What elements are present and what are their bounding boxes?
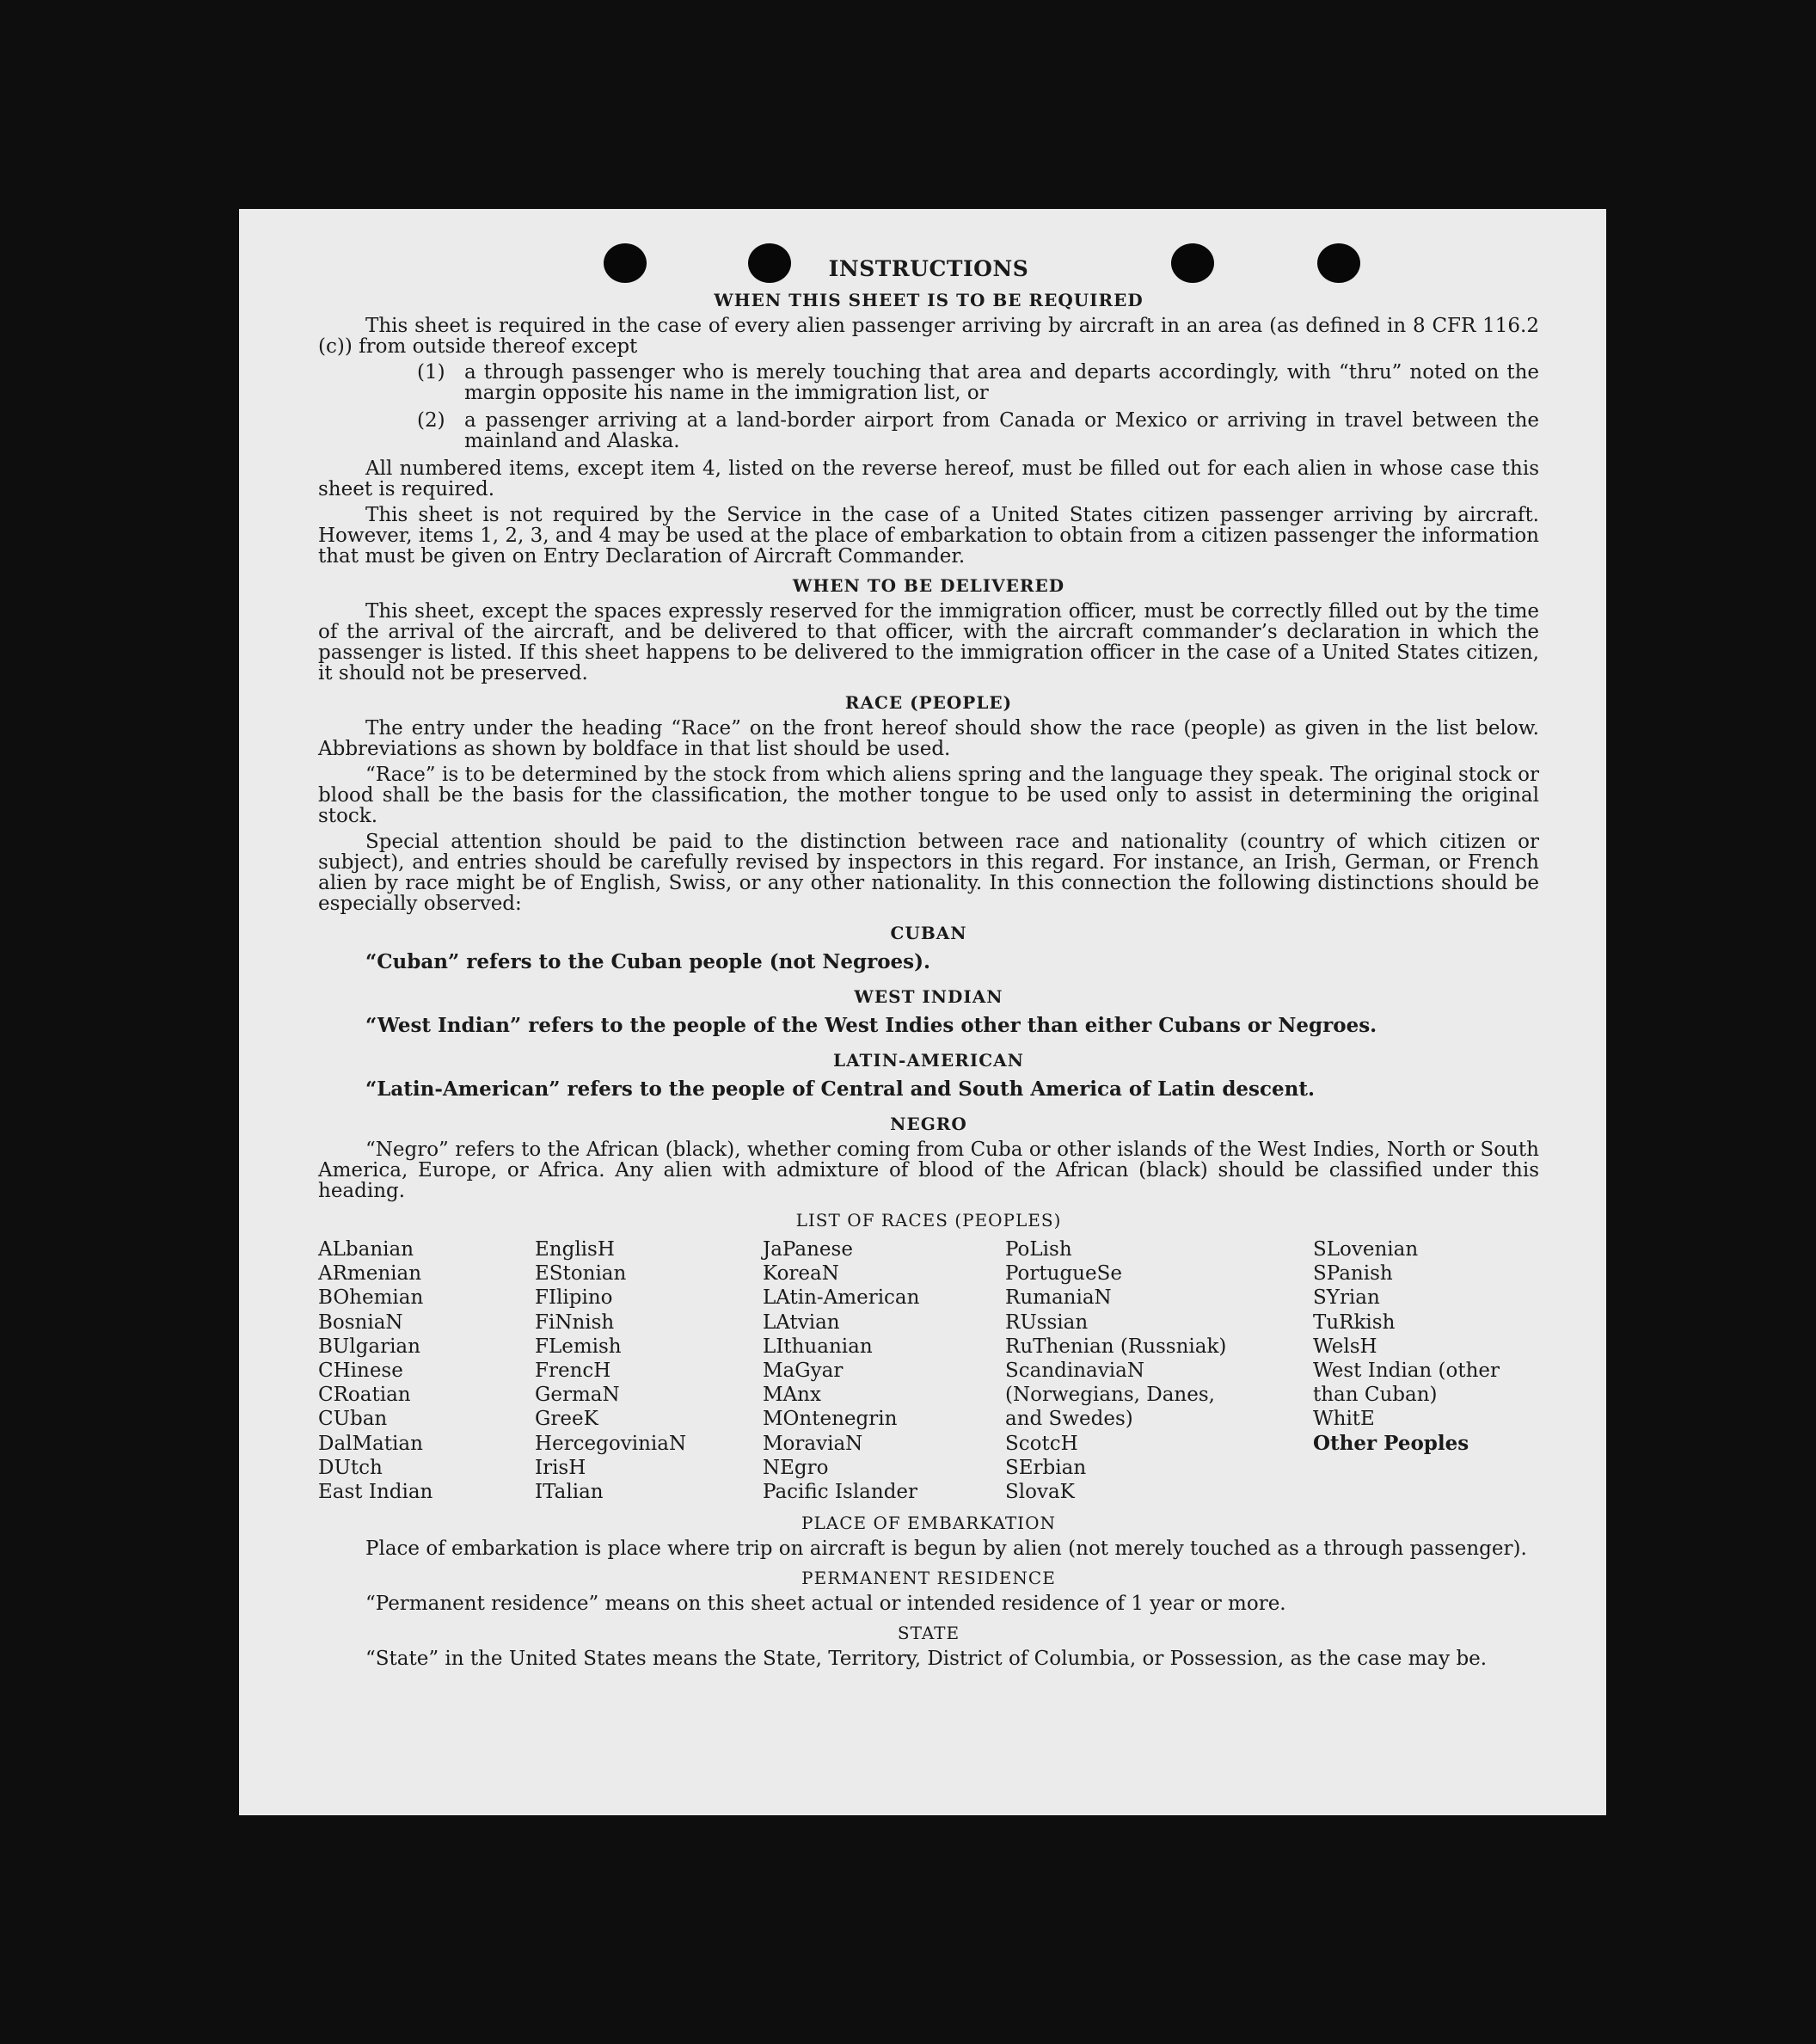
race-column-4: [1005, 1237, 1313, 1504]
race-item: HercegoviniaN: [535, 1432, 687, 1455]
race-column-5: [1313, 1237, 1541, 1504]
punch-hole: [748, 243, 791, 283]
race-item: West Indian (other than Cuban): [1313, 1360, 1500, 1407]
race-item: DUtch: [318, 1456, 383, 1479]
race-para-3: Special attention should be paid to the distinction between race and nationality (country of which citizen or subject), and entries should be carefully revised by inspectors in this regard. For instance, an Irish, German, or French alien by race might be of English, Swiss, or any other nationality. In this connection the following distinctions should be especially observed:: [318, 831, 1539, 915]
delivered-text: This sheet, except the spaces expressly reserved for the immigration officer, must be correctly filled out by the time of the arrival of the aircraft, and be delivered to that officer, with the aircraft commander’s declaration in which the passenger is listed. If this sheet happens to be delivered to the immigration officer in the case of a United States citizen, it should not be preserved.: [318, 600, 1539, 684]
heading-embarkation: PLACE OF EMBARKATION: [801, 1513, 1056, 1534]
race-item: SPanish: [1313, 1262, 1393, 1286]
negro-definition: “Negro” refers to the African (black), whether coming from Cuba or other islands of the West Indies, North or South America, Europe, or Africa. Any alien with admixture of blood of the African (black) should be classified under this heading.: [318, 1139, 1539, 1202]
race-item: BOhemian: [318, 1286, 424, 1310]
race-item: PortugueSe: [1005, 1262, 1122, 1286]
race-item: RuThenian (Russniak): [1005, 1335, 1227, 1358]
race-item: LIthuanian: [763, 1335, 873, 1358]
race-item: ScotcH: [1005, 1432, 1078, 1455]
race-item: JaPanese: [763, 1238, 853, 1261]
required-para-3: This sheet is not required by the Service in the case of a United States citizen passenger arriving by aircraft. However, items 1, 2, 3, and 4 may be used at the place of embarkation to obtain from a citizen passenger the information that must be given on Entry Declaration of Aircraft Commander.: [318, 504, 1539, 568]
heading-race: RACE (PEOPLE): [844, 692, 1013, 713]
race-item: GreeK: [535, 1408, 598, 1431]
instruction-sheet: [239, 209, 1606, 1815]
exception-number: (1): [417, 361, 445, 384]
race-item: East Indian: [318, 1481, 433, 1504]
race-item: PoLish: [1005, 1238, 1072, 1261]
cuban-definition: “Cuban” refers to the Cuban people (not Negroes).: [365, 950, 931, 973]
race-item: GermaN: [535, 1384, 620, 1407]
race-item: EnglisH: [535, 1238, 615, 1261]
race-item: RumaniaN: [1005, 1286, 1112, 1310]
exception-number: (2): [417, 409, 445, 432]
race-item: CUban: [318, 1408, 388, 1431]
punch-hole: [1317, 243, 1360, 283]
race-item: SYrian: [1313, 1286, 1380, 1310]
heading-negro: NEGRO: [890, 1114, 967, 1134]
race-item: NEgro: [763, 1456, 829, 1479]
heading-list-of-races: LIST OF RACES (PEOPLES): [795, 1210, 1062, 1231]
race-para-1: The entry under the heading “Race” on the front hereof should show the race (people) as given in the list below. Abbreviations as shown by boldface in that list should be used.: [318, 717, 1539, 760]
race-list: [318, 1237, 1539, 1504]
race-column-2: [535, 1237, 763, 1504]
race-item: LAtvian: [763, 1310, 840, 1334]
heading-residence: PERMANENT RESIDENCE: [801, 1568, 1056, 1589]
race-item: SlovaK: [1005, 1481, 1075, 1504]
heading-latin-american: LATIN-AMERICAN: [833, 1050, 1024, 1071]
race-item: ITalian: [535, 1481, 604, 1504]
race-column-3: [763, 1237, 1005, 1504]
race-item: MOntenegrin: [763, 1408, 898, 1431]
race-item: DalMatian: [318, 1432, 423, 1455]
exception-text: a through passenger who is merely touching that area and departs accordingly, with “thru” noted on the margin opposite his name in the immigration list, or: [464, 361, 1539, 404]
race-column-1: [318, 1237, 535, 1504]
race-item: FrencH: [535, 1360, 611, 1383]
required-para-2: All numbered items, except item 4, listed on the reverse hereof, must be filled out for each alien in whose case this sheet is required.: [318, 457, 1539, 500]
latin-american-definition: “Latin-American” refers to the people of Central and South America of Latin descent.: [365, 1077, 1315, 1101]
race-item: FIlipino: [535, 1286, 613, 1310]
race-item: BUlgarian: [318, 1335, 420, 1358]
race-item: FiNnish: [535, 1310, 615, 1334]
heading-state: STATE: [897, 1623, 960, 1644]
punch-hole: [604, 243, 647, 283]
heading-cuban: CUBAN: [890, 923, 967, 943]
heading-west-indian: WEST INDIAN: [854, 986, 1003, 1007]
race-item: MaGyar: [763, 1360, 844, 1383]
exception-item: [318, 362, 1539, 403]
race-item: IrisH: [535, 1456, 586, 1479]
punch-hole: [1171, 243, 1214, 283]
state-text: “State” in the United States means the State, Territory, District of Columbia, or Possession, as the case may be.: [365, 1648, 1488, 1671]
race-item: MoraviaN: [763, 1432, 863, 1455]
race-item: TuRkish: [1313, 1310, 1396, 1334]
race-item: CHinese: [318, 1360, 403, 1383]
race-item: BosniaN: [318, 1310, 403, 1334]
race-item: MAnx: [763, 1384, 821, 1407]
page-title: INSTRUCTIONS: [828, 256, 1029, 281]
race-item: WelsH: [1313, 1335, 1377, 1358]
race-item: RUssian: [1005, 1310, 1089, 1334]
exception-item: [318, 410, 1539, 451]
race-item: SLovenian: [1313, 1238, 1419, 1261]
race-item: KoreaN: [763, 1262, 839, 1286]
heading-required: WHEN THIS SHEET IS TO BE REQUIRED: [714, 290, 1144, 310]
race-item: ARmenian: [318, 1262, 422, 1286]
race-item: Pacific Islander: [763, 1481, 918, 1504]
race-item: FLemish: [535, 1335, 622, 1358]
required-intro: This sheet is required in the case of every alien passenger arriving by aircraft in an area (as defined in 8 CFR 116.2 (c)) from outside thereof except: [318, 315, 1539, 358]
embarkation-text: Place of embarkation is place where trip on aircraft is begun by alien (not merely touched as a through passenger).: [365, 1538, 1527, 1561]
exception-text: a passenger arriving at a land-border airport from Canada or Mexico or arriving in travel between the mainland and Alaska.: [464, 409, 1539, 452]
west-indian-definition: “West Indian” refers to the people of the West Indies other than either Cubans or Negroes.: [365, 1014, 1377, 1037]
race-item: WhitE: [1313, 1408, 1375, 1431]
race-item: SErbian: [1005, 1456, 1087, 1479]
race-item: ALbanian: [318, 1238, 414, 1261]
race-item: Other Peoples: [1313, 1431, 1469, 1455]
race-item: ScandinaviaN (Norwegians, Danes, and Swedes): [1005, 1360, 1215, 1431]
race-para-2: “Race” is to be determined by the stock from which aliens spring and the language they speak. The original stock or blood shall be the basis for the classification, the mother tongue to be used only to assist in determining the original stock.: [318, 764, 1539, 827]
residence-text: “Permanent residence” means on this sheet actual or intended residence of 1 year or more.: [365, 1593, 1286, 1616]
heading-delivered: WHEN TO BE DELIVERED: [792, 575, 1065, 596]
race-item: CRoatian: [318, 1384, 411, 1407]
race-item: EStonian: [535, 1262, 627, 1286]
race-item: LAtin-American: [763, 1286, 920, 1310]
